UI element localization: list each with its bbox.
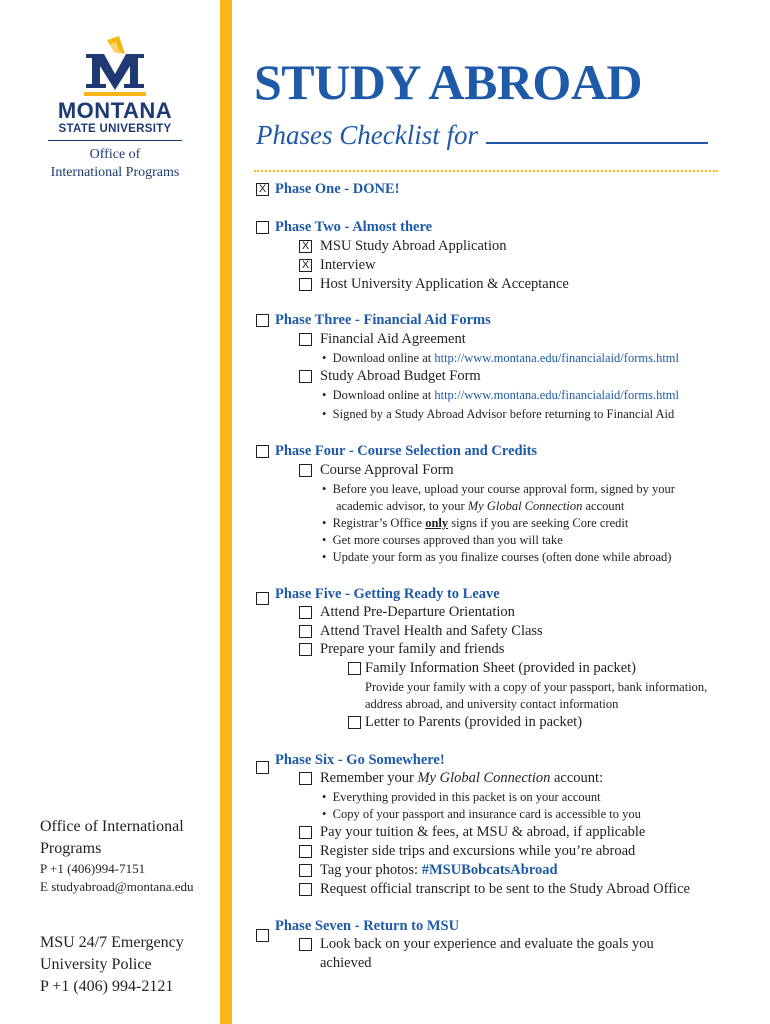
letter-to-parents-label: Letter to Parents (provided in packet): [365, 714, 583, 730]
register-trips-checkbox[interactable]: [299, 845, 312, 858]
label-text: Tag your photos:: [320, 862, 422, 878]
request-transcript-label: Request official transcript to be sent to the Study Abroad Office: [320, 881, 690, 897]
pay-tuition-checkbox[interactable]: [299, 826, 312, 839]
page-title: STUDY ABROAD: [254, 54, 643, 110]
contact-office-line1: Office of International: [40, 818, 184, 835]
note-text: Signed by a Study Abroad Advisor before returning to Financial Aid: [332, 407, 675, 421]
budget-form-label: Study Abroad Budget Form: [320, 368, 481, 384]
financial-aid-forms-link[interactable]: http://www.montana.edu/financialaid/forms.html: [434, 351, 679, 365]
gold-divider-bar: [220, 0, 232, 1024]
phase-three-checkbox[interactable]: [256, 314, 269, 327]
financial-aid-agreement-label: Financial Aid Agreement: [320, 331, 466, 347]
office-label-line1: Office of: [89, 147, 141, 162]
global-connection-label: [320, 769, 603, 787]
pre-departure-label: Attend Pre-Departure Orientation: [320, 604, 515, 620]
dotted-divider: [254, 170, 718, 172]
note-text: Before you leave, upload your course approval form, signed by your: [332, 482, 675, 496]
emergency-line1: MSU 24/7 Emergency: [40, 934, 184, 951]
family-info-sheet-checkbox[interactable]: [348, 662, 361, 675]
phase-two-checkbox[interactable]: [256, 221, 269, 234]
financial-aid-download-note: • Download online at http://www.montana.edu/financialaid/forms.html: [322, 351, 679, 365]
wordmark-state-university: STATE UNIVERSITY: [58, 123, 172, 135]
label-text: account:: [550, 770, 604, 786]
note-emphasis: only: [425, 516, 449, 530]
financial-aid-agreement-checkbox[interactable]: [299, 333, 312, 346]
note-text: Copy of your passport and insurance card is accessible to you: [332, 807, 641, 821]
family-info-note-b: address abroad, and university contact information: [365, 697, 619, 711]
register-trips-label: Register side trips and excursions while you’re abroad: [320, 843, 636, 859]
look-back-checkbox[interactable]: [299, 938, 312, 951]
phase-seven-checkbox[interactable]: [256, 929, 269, 942]
msu-application-checkbox[interactable]: X: [299, 240, 312, 253]
msu-logo-block: [40, 36, 190, 182]
phase-two-heading: Phase Two - Almost there: [275, 219, 433, 235]
look-back-label-line2: achieved: [320, 955, 372, 971]
pay-tuition-label: Pay your tuition & fees, at MSU & abroad, if applicable: [320, 824, 646, 840]
phase-six-checkbox[interactable]: [256, 761, 269, 774]
host-university-checkbox[interactable]: [299, 278, 312, 291]
phase-one-heading: Phase One - DONE!: [275, 181, 400, 197]
msu-m-mountain-logo-icon: [80, 36, 150, 98]
contact-email[interactable]: E studyabroad@montana.edu: [40, 879, 194, 894]
course-note-4: • Update your form as you finalize courses (often done while abroad): [322, 550, 672, 564]
note-emphasis: My Global Connection: [467, 499, 583, 513]
course-note-1b: [336, 498, 624, 515]
tag-photos-checkbox[interactable]: [299, 864, 312, 877]
host-university-label: Host University Application & Acceptance: [320, 276, 569, 292]
label-text: Remember your: [320, 770, 418, 786]
interview-checkbox[interactable]: X: [299, 259, 312, 272]
phase-five-heading: Phase Five - Getting Ready to Leave: [275, 586, 500, 602]
look-back-label-line1: Look back on your experience and evaluate the goals you: [320, 936, 654, 952]
budget-download-note: • Download online at http://www.montana.edu/financialaid/forms.html: [322, 388, 679, 402]
budget-form-checkbox[interactable]: [299, 370, 312, 383]
note-text: signs if you are seeking Core credit: [448, 516, 629, 530]
phase-three-heading: Phase Three - Financial Aid Forms: [275, 312, 491, 328]
travel-health-label: Attend Travel Health and Safety Class: [320, 623, 543, 639]
note-text: Update your form as you finalize courses (often done while abroad): [332, 550, 672, 564]
interview-label: Interview: [320, 257, 376, 273]
tag-photos-label: [320, 861, 558, 879]
emergency-phone[interactable]: P +1 (406) 994-2121: [40, 978, 174, 995]
prepare-family-label: Prepare your family and friends: [320, 641, 505, 657]
note-text: Registrar’s Office: [332, 516, 426, 530]
note-prefix: Download online at: [332, 351, 435, 365]
note-text: account: [582, 499, 625, 513]
hashtag: #MSUBobcatsAbroad: [421, 862, 558, 878]
phase-six-heading: Phase Six - Go Somewhere!: [275, 752, 445, 768]
note-prefix: Download online at: [332, 388, 435, 402]
phase-five-checkbox[interactable]: [256, 592, 269, 605]
budget-forms-link[interactable]: http://www.montana.edu/financialaid/forms.html: [434, 388, 679, 402]
course-note-2: • Registrar’s Office only signs if you are seeking Core credit: [322, 516, 629, 530]
global-note-1: • Everything provided in this packet is on your account: [322, 790, 601, 804]
phase-seven-heading: Phase Seven - Return to MSU: [275, 918, 460, 934]
note-text: Everything provided in this packet is on your account: [332, 790, 601, 804]
budget-signed-note: • Signed by a Study Abroad Advisor before returning to Financial Aid: [322, 407, 675, 421]
request-transcript-checkbox[interactable]: [299, 883, 312, 896]
course-approval-label: Course Approval Form: [320, 462, 454, 478]
phase-four-heading: Phase Four - Course Selection and Credits: [275, 443, 538, 459]
course-note-1a: • Before you leave, upload your course approval form, signed by your: [322, 482, 675, 496]
global-note-2: • Copy of your passport and insurance card is accessible to you: [322, 807, 641, 821]
wordmark-divider: [48, 140, 182, 141]
phase-one-checkbox[interactable]: X: [256, 183, 269, 196]
course-approval-checkbox[interactable]: [299, 464, 312, 477]
note-text: academic advisor, to your: [336, 499, 468, 513]
subtitle-text: Phases Checklist for: [256, 120, 478, 150]
global-connection-checkbox[interactable]: [299, 772, 312, 785]
page-subtitle: [256, 118, 708, 152]
pre-departure-checkbox[interactable]: [299, 606, 312, 619]
office-label-line2: International Programs: [50, 165, 180, 180]
msu-application-label: MSU Study Abroad Application: [320, 238, 507, 254]
letter-to-parents-checkbox[interactable]: [348, 716, 361, 729]
emergency-line2: University Police: [40, 956, 152, 973]
name-blank-line[interactable]: [486, 120, 708, 144]
contact-phone[interactable]: P +1 (406)994-7151: [40, 861, 146, 876]
course-note-3: • Get more courses approved than you will take: [322, 533, 563, 547]
travel-health-checkbox[interactable]: [299, 625, 312, 638]
label-emphasis: My Global Connection: [417, 770, 551, 786]
wordmark-montana: MONTANA: [57, 98, 173, 123]
family-info-note-a: Provide your family with a copy of your passport, bank information,: [365, 680, 708, 694]
contact-office-line2: Programs: [40, 840, 102, 857]
phase-four-checkbox[interactable]: [256, 445, 269, 458]
prepare-family-checkbox[interactable]: [299, 643, 312, 656]
note-text: Get more courses approved than you will take: [332, 533, 563, 547]
family-info-sheet-label: Family Information Sheet (provided in packet): [365, 660, 636, 676]
